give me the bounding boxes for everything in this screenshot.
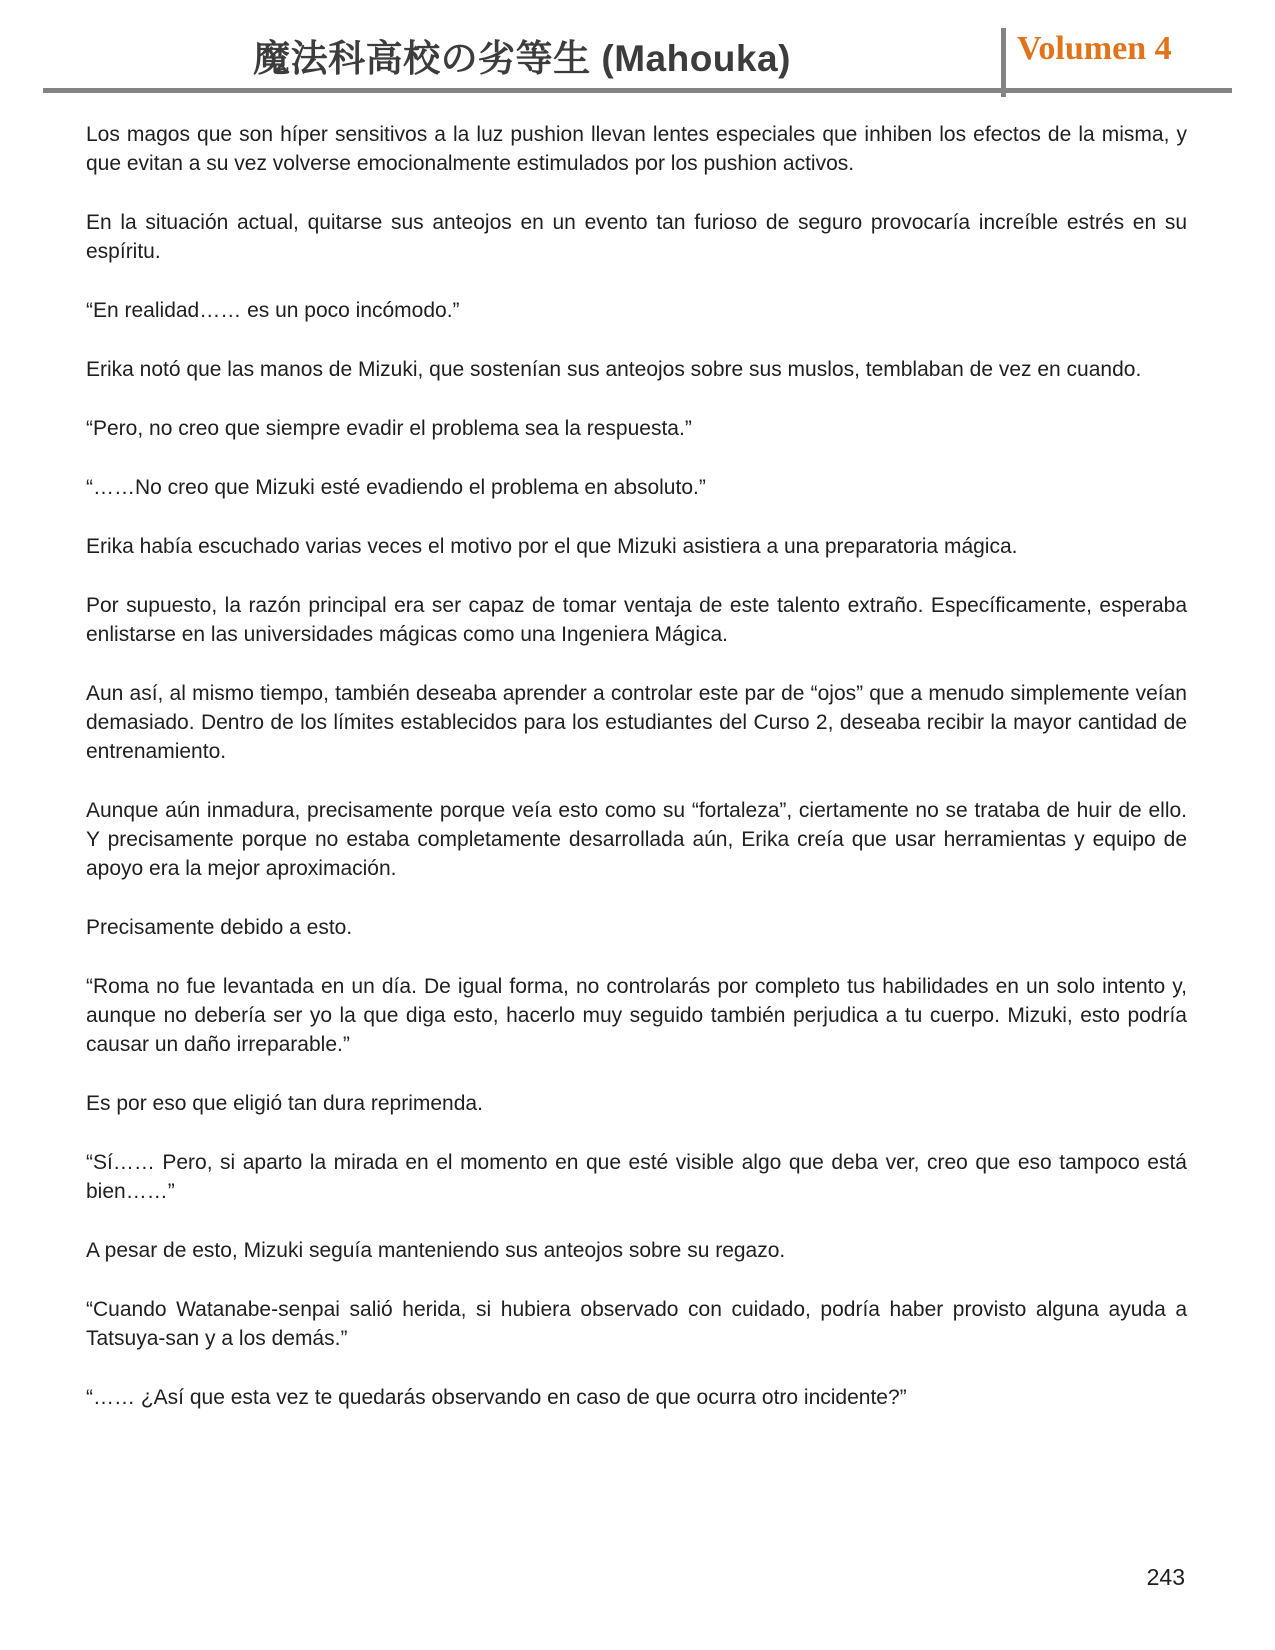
paragraph: “…… ¿Así que esta vez te quedarás observando en caso de que ocurra otro incidente?”	[86, 1386, 907, 1409]
paragraph: Precisamente debido a esto.	[86, 916, 353, 939]
paragraph: Por supuesto, la razón principal era ser capaz de tomar ventaja de este talento extraño. Específicamente, esperaba enlistarse en las universidades mágicas como una Ingeniera Mágica.	[86, 594, 1187, 646]
paragraph: “Pero, no creo que siempre evadir el problema sea la respuesta.”	[86, 417, 692, 440]
paragraph: “Cuando Watanabe-senpai salió herida, si hubiera observado con cuidado, podría haber provisto alguna ayuda a Tatsuya-san y a los demás.”	[86, 1298, 1187, 1350]
paragraph: Erika notó que las manos de Mizuki, que sostenían sus anteojos sobre sus muslos, temblaban de vez en cuando.	[86, 358, 1142, 381]
paragraph: “Sí…… Pero, si aparto la mirada en el momento en que esté visible algo que deba ver, creo que eso tampoco está bien……”	[86, 1151, 1187, 1203]
paragraph: Aunque aún inmadura, precisamente porque veía esto como su “fortaleza”, ciertamente no se trataba de huir de ello. Y precisamente porque no estaba completamente desarrollada aún, Erika creía que usar herramientas y equipo de apoyo era la mejor aproximación.	[86, 799, 1187, 880]
paragraph: Erika había escuchado varias veces el motivo por el que Mizuki asistiera a una preparatoria mágica.	[86, 535, 1018, 558]
volume-label: Volumen 4	[1017, 30, 1172, 67]
paragraph: Aun así, al mismo tiempo, también deseaba aprender a controlar este par de “ojos” que a menudo simplemente veían demasiado. Dentro de los límites establecidos para los estudiantes del Curso 2, deseaba recibir la mayor cantidad de entrenamiento.	[86, 682, 1187, 763]
body-text	[86, 120, 1187, 1442]
paragraph: “……No creo que Mizuki esté evadiendo el problema en absoluto.”	[86, 476, 706, 499]
paragraph: Es por eso que eligió tan dura reprimenda.	[86, 1092, 483, 1115]
paragraph: En la situación actual, quitarse sus anteojos en un evento tan furioso de seguro provocaría increíble estrés en su espíritu.	[86, 211, 1187, 263]
paragraph: “Roma no fue levantada en un día. De igual forma, no controlarás por completo tus habilidades en un solo intento y, aunque no debería ser yo la que diga esto, hacerlo muy seguido también perjudica a tu cuerpo. Mizuki, esto podría causar un daño irreparable.”	[86, 975, 1187, 1056]
paragraph: A pesar de esto, Mizuki seguía manteniendo sus anteojos sobre su regazo.	[86, 1239, 786, 1262]
paragraph: Los magos que son híper sensitivos a la luz pushion llevan lentes especiales que inhiben los efectos de la misma, y que evitan a su vez volverse emocionalmente estimulados por los pushion activos.	[86, 123, 1187, 175]
paragraph: “En realidad…… es un poco incómodo.”	[86, 299, 460, 322]
header-vertical-divider	[1001, 28, 1006, 97]
page-header	[43, 0, 1232, 93]
page-number: 243	[1146, 1564, 1185, 1590]
book-title: 魔法科高校の劣等生 (Mahouka)	[253, 38, 791, 79]
